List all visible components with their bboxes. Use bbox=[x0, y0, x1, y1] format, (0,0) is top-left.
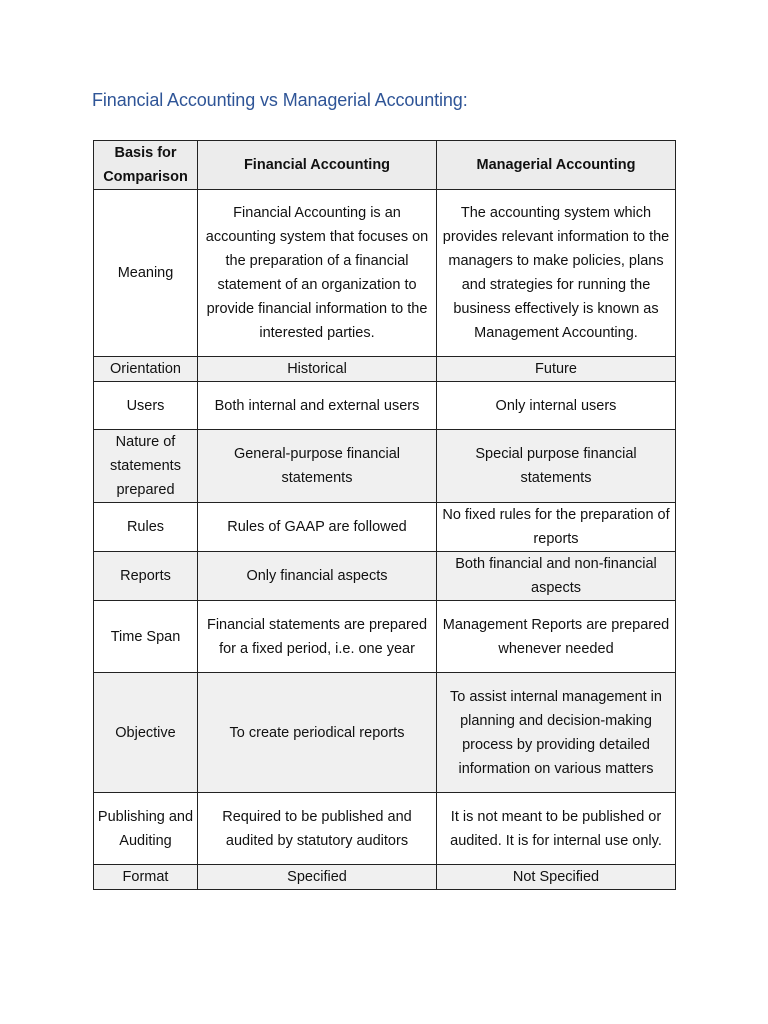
financial-cell: Specified bbox=[198, 865, 437, 890]
managerial-cell: Future bbox=[437, 357, 676, 382]
header-managerial: Managerial Accounting bbox=[437, 141, 676, 190]
managerial-cell: Not Specified bbox=[437, 865, 676, 890]
managerial-cell: Special purpose financial statements bbox=[437, 430, 676, 503]
financial-cell: Financial statements are prepared for a fixed period, i.e. one year bbox=[198, 601, 437, 673]
row-basis-cell: Format bbox=[94, 865, 198, 890]
table-row bbox=[94, 503, 676, 552]
financial-cell: To create periodical reports bbox=[198, 673, 437, 793]
managerial-cell: No fixed rules for the preparation of reports bbox=[437, 503, 676, 552]
table-row bbox=[94, 601, 676, 673]
table-row bbox=[94, 552, 676, 601]
financial-cell: Required to be published and audited by statutory auditors bbox=[198, 793, 437, 865]
table-row bbox=[94, 865, 676, 890]
row-basis-cell: Meaning bbox=[94, 190, 198, 357]
table-header-row bbox=[94, 141, 676, 190]
comparison-table bbox=[93, 140, 676, 890]
table-row bbox=[94, 673, 676, 793]
managerial-cell: It is not meant to be published or audited. It is for internal use only. bbox=[437, 793, 676, 865]
header-financial: Financial Accounting bbox=[198, 141, 437, 190]
header-basis: Basis for Comparison bbox=[94, 141, 198, 190]
managerial-cell: Both financial and non-financial aspects bbox=[437, 552, 676, 601]
table-row bbox=[94, 793, 676, 865]
row-basis-cell: Reports bbox=[94, 552, 198, 601]
financial-cell: Financial Accounting is an accounting system that focuses on the preparation of a financial statement of an organization to provide financial information to the interested parties. bbox=[198, 190, 437, 357]
table-row bbox=[94, 190, 676, 357]
row-basis-cell: Users bbox=[94, 382, 198, 430]
row-basis-cell: Orientation bbox=[94, 357, 198, 382]
managerial-cell: Only internal users bbox=[437, 382, 676, 430]
managerial-cell: The accounting system which provides relevant information to the managers to make policies, plans and strategies for running the business effectively is known as Management Accounting. bbox=[437, 190, 676, 357]
row-basis-cell: Objective bbox=[94, 673, 198, 793]
managerial-cell: Management Reports are prepared whenever needed bbox=[437, 601, 676, 673]
table-row bbox=[94, 382, 676, 430]
financial-cell: General-purpose financial statements bbox=[198, 430, 437, 503]
page-title: Financial Accounting vs Managerial Accounting: bbox=[92, 90, 468, 110]
financial-cell: Historical bbox=[198, 357, 437, 382]
row-basis-cell: Time Span bbox=[94, 601, 198, 673]
row-basis-cell: Nature of statements prepared bbox=[94, 430, 198, 503]
financial-cell: Rules of GAAP are followed bbox=[198, 503, 437, 552]
row-basis-cell: Publishing and Auditing bbox=[94, 793, 198, 865]
managerial-cell: To assist internal management in planning and decision-making process by providing detailed information on various matters bbox=[437, 673, 676, 793]
financial-cell: Both internal and external users bbox=[198, 382, 437, 430]
table-row bbox=[94, 357, 676, 382]
financial-cell: Only financial aspects bbox=[198, 552, 437, 601]
row-basis-cell: Rules bbox=[94, 503, 198, 552]
table-row bbox=[94, 430, 676, 503]
